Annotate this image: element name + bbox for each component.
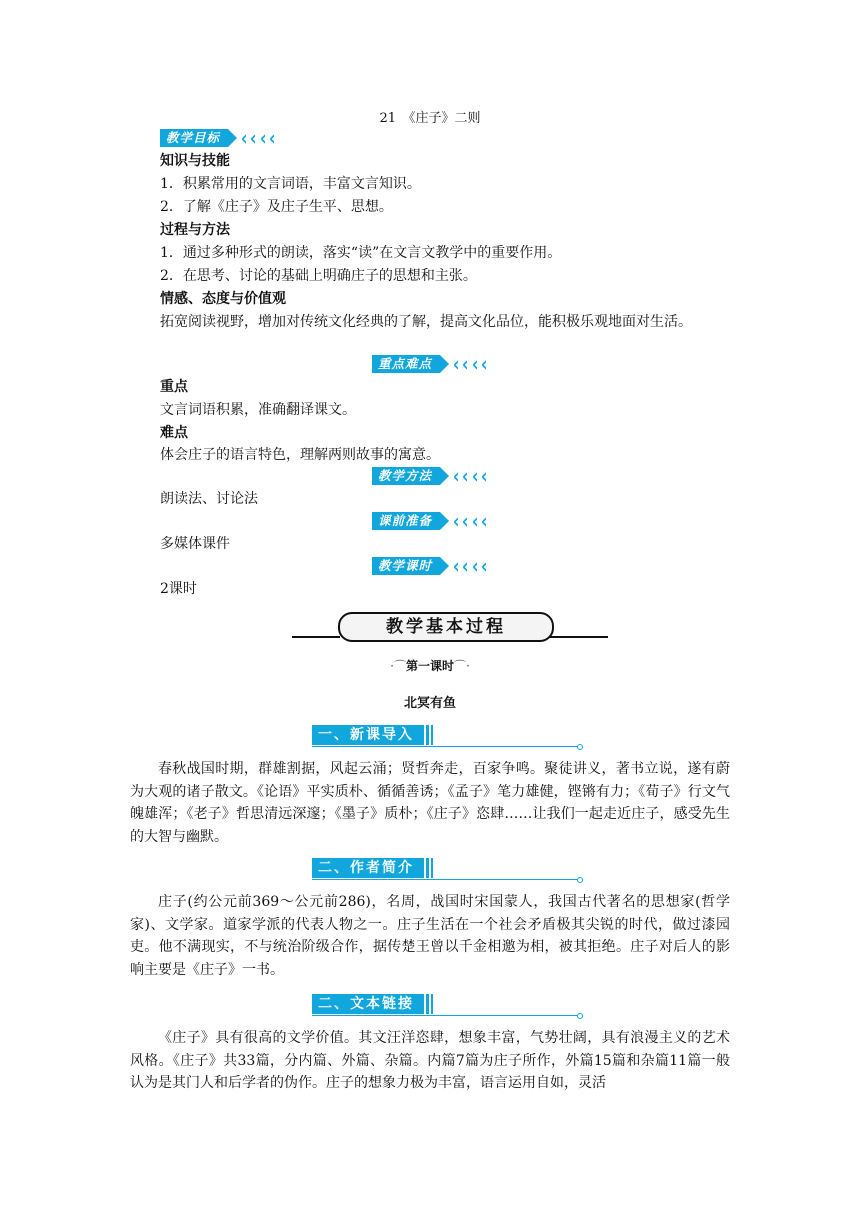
first-period-text: 第一课时 <box>405 659 454 673</box>
heading-rule <box>312 879 580 880</box>
banner-rule-right <box>550 636 608 638</box>
section-banner-key-points <box>372 354 488 374</box>
focus-heading: 重点 <box>160 379 188 395</box>
banner-label: 教学目标 <box>160 129 228 147</box>
preparation-text: 多媒体课件 <box>160 536 230 552</box>
process-item-1: 1．通过多种形式的朗读，落实“读”在文言文教学中的重要作用。 <box>160 245 562 261</box>
heading-rule <box>312 746 580 747</box>
knowledge-item-1: 1．积累常用的文言词语，丰富文言知识。 <box>160 176 421 192</box>
heading-bar <box>426 725 429 745</box>
section-banner-preparation <box>372 511 488 531</box>
first-period-label <box>0 657 860 674</box>
ornament-icon: ·⌒ <box>390 659 406 673</box>
lesson-title: 北冥有鱼 <box>403 696 456 711</box>
process-item-2: 2．在思考、讨论的基础上明确庄子的思想和主张。 <box>160 268 477 284</box>
heading-dot <box>577 1013 583 1019</box>
heading-bar <box>431 858 433 878</box>
heading-bar <box>431 994 433 1014</box>
section-heading-text-link <box>312 994 580 1018</box>
paragraph: 春秋战国时期，群雄割据，风起云涌；贤哲奔走，百家争鸣。聚徒讲义，著书立说，遂有蔚为大观的诸子散文。《论语》平实质朴、循循善诱；《孟子》笔力雄健，铿锵有力；《荀子》行文气魄雄浑；《老子》哲思清远深邃；《墨子》质朴；《庄子》恣肆……让我们一起走近庄子，感受先生的大智与幽默。 <box>130 761 730 845</box>
knowledge-item-2: 2．了解《庄子》及庄子生平、思想。 <box>160 199 393 215</box>
chevrons-icon: ‹ ‹ ‹ ‹ <box>452 352 488 376</box>
section-heading-author <box>312 858 580 882</box>
methods-text: 朗读法、讨论法 <box>160 491 258 507</box>
heading-bar <box>426 858 429 878</box>
paragraph: 《庄子》具有很高的文学价值。其文汪洋恣肆，想象丰富，气势壮阔，具有浪漫主义的艺术风格。《庄子》共33篇，分内篇、外篇、杂篇。内篇7篇为庄子所作，外篇15篇和杂篇11篇一般认为是其门人和后学者的伪作。庄子的想象力极为丰富，语言运用自如，灵活 <box>130 1030 730 1091</box>
section-heading-intro <box>312 725 580 749</box>
section-banner-objectives <box>160 128 276 148</box>
ornament-icon: ⌒· <box>454 659 470 673</box>
knowledge-heading: 知识与技能 <box>160 153 230 169</box>
page-title: 21 《庄子》二则 <box>379 111 481 126</box>
periods-text: 2课时 <box>160 581 197 597</box>
process-banner <box>292 610 608 644</box>
heading-rule <box>312 1015 580 1016</box>
difficulty-heading: 难点 <box>160 425 188 441</box>
banner-label: 教学方法 <box>372 467 440 485</box>
heading-dot <box>577 877 583 883</box>
section-heading-label: 一、新课导入 <box>312 725 424 745</box>
banner-label: 课前准备 <box>372 512 440 530</box>
section-heading-label: 二、作者简介 <box>312 858 424 878</box>
section-heading-label: 二、文本链接 <box>312 994 424 1014</box>
banner-label: 教学课时 <box>372 557 440 575</box>
chevrons-icon: ‹ ‹ ‹ ‹ <box>240 126 276 150</box>
emotion-heading: 情感、态度与价值观 <box>160 291 286 307</box>
process-banner-label: 教学基本过程 <box>338 612 554 642</box>
chevrons-icon: ‹ ‹ ‹ ‹ <box>452 509 488 533</box>
heading-bar <box>431 725 433 745</box>
process-heading: 过程与方法 <box>160 222 230 238</box>
banner-rule-left <box>292 636 340 638</box>
emotion-item-1: 拓宽阅读视野，增加对传统文化经典的了解，提高文化品位，能积极乐观地面对生活。 <box>160 314 692 330</box>
banner-label: 重点难点 <box>372 355 440 373</box>
paragraph: 庄子(约公元前369～公元前286)，名周，战国时宋国蒙人，我国古代著名的思想家(哲学家)、文学家。道家学派的代表人物之一。庄子生活在一个社会矛盾极其尖锐的时代，做过漆园吏。他不满现实，不与统治阶级合作，据传楚王曾以千金相邀为相，被其拒绝。庄子对后人的影响主要是《庄子》一书。 <box>130 894 730 978</box>
section-text-author <box>130 891 730 981</box>
heading-dot <box>577 744 583 750</box>
chevrons-icon: ‹ ‹ ‹ ‹ <box>452 554 488 578</box>
section-banner-methods <box>372 466 488 486</box>
section-text-intro <box>130 758 730 848</box>
difficulty-text: 体会庄子的语言特色，理解两则故事的寓意。 <box>160 447 440 463</box>
focus-text: 文言词语积累，准确翻译课文。 <box>160 402 356 418</box>
heading-bar <box>426 994 429 1014</box>
chevrons-icon: ‹ ‹ ‹ ‹ <box>452 464 488 488</box>
section-banner-periods <box>372 556 488 576</box>
section-text-link <box>130 1027 730 1095</box>
